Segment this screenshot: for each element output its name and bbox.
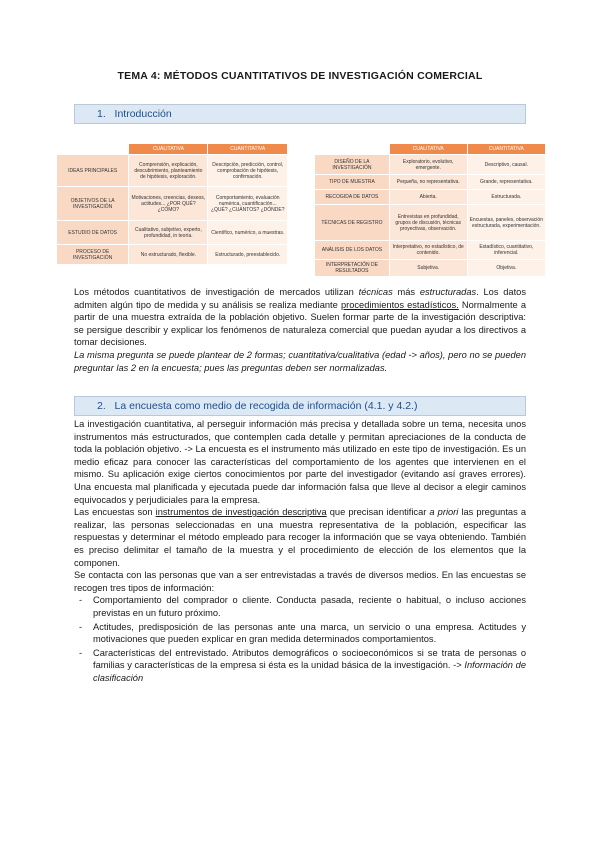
table-cell: Subjetiva. (389, 260, 467, 277)
table-cell: IDEAS PRINCIPALES (57, 155, 129, 187)
table-cell: Encuestas, paneles, observación estructurada, experimentación. (467, 205, 545, 241)
table-header: CUALITATIVA (389, 144, 467, 155)
table-cell: Comprensión, explicación, descubrimiento, planteamiento de hipótesis, exploración. (129, 155, 208, 187)
table-row (315, 175, 546, 190)
list-item: - Comportamiento del comprador o cliente. Conducta pasada, reciente o habitual, o incluso acciones previstas en un futuro próximo. (74, 594, 526, 619)
table-header-blank (57, 144, 129, 155)
text-run: Los métodos cuantitativos de investigación de mercados utilizan (74, 287, 359, 297)
table-cell: PROCESO DE INVESTIGACIÓN (57, 245, 129, 265)
table-row (315, 205, 546, 241)
encuesta-text (74, 418, 526, 685)
text-run: Características del entrevistado. Atributos demográficos o socioeconómicos si se trata de personas o familias y características de la empresa si ésta es la unidad básica de la investigación. -> (93, 647, 526, 671)
table-row (57, 245, 288, 265)
intro-paragraph (74, 286, 526, 349)
table-cell: INTERPRETACIÓN DE RESULTADOS (315, 260, 390, 277)
text-run: más (392, 287, 420, 297)
section-heading-encuesta (74, 396, 526, 416)
text-run: procedimientos estadísticos. (340, 299, 459, 310)
table-cell: Científico, numérico, a muestras. (208, 221, 288, 245)
section-number: 2. (97, 400, 106, 412)
table-cell: Exploratorio, evolutivo, emergente. (389, 155, 467, 175)
table-cell: TÉCNICAS DE REGISTRO (315, 205, 390, 241)
table-cell: Estructurada. (467, 190, 545, 205)
text-run: estructuradas (419, 287, 477, 297)
table-cell: Estadístico, cuantitativo, inferencial. (467, 241, 545, 260)
table-header: CUANTITATIVA (208, 144, 288, 155)
text-run: Las encuestas son (74, 507, 156, 518)
text-run: instrumentos de investigación descriptiva (155, 507, 327, 518)
table-row (315, 155, 546, 175)
table-cell: Interpretativo, no estadístico, de contenido. (389, 241, 467, 260)
list-item (74, 647, 526, 685)
table-cell: Descriptivo, causal. (467, 155, 545, 175)
table-row (57, 187, 288, 221)
table-cell: No estructurado, flexible. (129, 245, 208, 265)
table-cell: Entrevistas en profundidad, grupos de discusión, técnicas proyectivas, observación. (389, 205, 467, 241)
table-cell: Estructurado, preestablecido. (208, 245, 288, 265)
table-cell: Motivaciones, creencias, deseos, actitudes... ¿POR QUÉ? ¿CÓMO? (129, 187, 208, 221)
text-run: las preguntas a realizar, las personas seleccionadas en una muestra representativa de la población, especificar las respuestas y determinar el método empleado para recoger la información que se vaya obteniendo. También es preciso delimitar el tamaño de la muestra y el procedimiento de elección de los elementos que la componen. (74, 507, 527, 568)
page-title: TEMA 4: MÉTODOS CUANTITATIVOS DE INVESTIGACIÓN COMERCIAL (117, 70, 483, 82)
section-heading-introduccion (74, 104, 526, 124)
text-run: . Los datos admiten algún tipo de medida y su análisis se realiza mediante (74, 287, 526, 310)
section-label: Introducción (114, 108, 172, 120)
text-run: Normalmente a partir de una muestra extraída de la población objetivo. Suelen formar parte de la investigación descriptiva: se persigue describir y explicar los fenómenos de naturaleza comercial que puedan ayudar a los directivos a tomar decisiones. (74, 299, 526, 348)
table-cell: ESTUDIO DE DATOS (57, 221, 129, 245)
table-header-blank (315, 144, 390, 155)
table-cell: OBJETIVOS DE LA INVESTIGACIÓN (57, 187, 129, 221)
intro-note: La misma pregunta se puede plantear de 2 formas; cuantitativa/cualitativa (edad -> años), pero no se pueden preguntar las 2 en la encuesta; pues las preguntas deben ser normalizadas. (74, 349, 526, 373)
encuesta-paragraph: Se contacta con las personas que van a ser entrevistadas a través de diversos medios. En las encuestas se recogen tres tipos de información: (74, 570, 526, 593)
section-number: 1. (97, 108, 106, 120)
table-cell: Pequeña, no representativa. (389, 175, 467, 190)
table-cell: DISEÑO DE LA INVESTIGACIÓN (315, 155, 390, 175)
text-run: técnicas (358, 287, 393, 297)
table-cell: TIPO DE MUESTRA (315, 175, 390, 190)
encuesta-paragraph (74, 506, 526, 569)
table-cell: Objetiva. (467, 260, 545, 277)
text-run: Información de clasificación (93, 660, 527, 683)
table-header: CUANTITATIVA (467, 144, 545, 155)
table-header: CUALITATIVA (129, 144, 208, 155)
table-cell: Cualitativo, subjetivo, experto, profundidad, in teoría. (129, 221, 208, 245)
info-types-list (74, 594, 526, 684)
table-row (315, 260, 546, 277)
list-item: - Actitudes, predisposición de las personas ante una marca, un servicio o una empresa. Actitudes y motivaciones que pueden explicar en gran medida determinados comportamientos. (74, 621, 526, 646)
encuesta-paragraph: La investigación cuantitativa, al perseguir información más precisa y detallada sobre un tema, necesita unos instrumentos más estructurados, que contemplen cada detalle y permitan apreciaciones de la conducta de toda la población objetivo. -> La encuesta es el instrumento más utilizado en este tipo de investigación. Es un medio eficaz para conocer las características del comportamiento de los agentes que intervienen en el mismo. Su aplicación exige ciertos conocimientos por parte del investigador (evitando así graves errores). Una encuesta mal planificada y ejecutada puede dar información falsa que lleve al decisor a elegir caminos equivocados y perjudiciales para la empresa. (74, 419, 526, 505)
table-row (57, 155, 288, 187)
table-cell: Descripción, predicción, control, comprobación de hipótesis, confirmación. (208, 155, 288, 187)
text-run: que precisan identificar (326, 507, 430, 518)
section-label: La encuesta como medio de recogida de información (4.1. y 4.2.) (114, 400, 418, 412)
table-cell: ANÁLISIS DE LOS DATOS (315, 241, 390, 260)
comparison-table-left (56, 143, 288, 265)
intro-text (74, 286, 526, 374)
table-row (315, 190, 546, 205)
table-row (315, 241, 546, 260)
table-cell: Abierta. (389, 190, 467, 205)
table-cell: Grande, representativa. (467, 175, 545, 190)
comparison-table-right (314, 143, 546, 277)
text-run: a priori (429, 507, 459, 518)
table-cell: Comportamiento, evaluación numérica, cuantificación... ¿QUÉ? ¿CUÁNTOS? ¿DÓNDE? (208, 187, 288, 221)
table-row (57, 221, 288, 245)
table-cell: RECOGIDA DE DATOS (315, 190, 390, 205)
